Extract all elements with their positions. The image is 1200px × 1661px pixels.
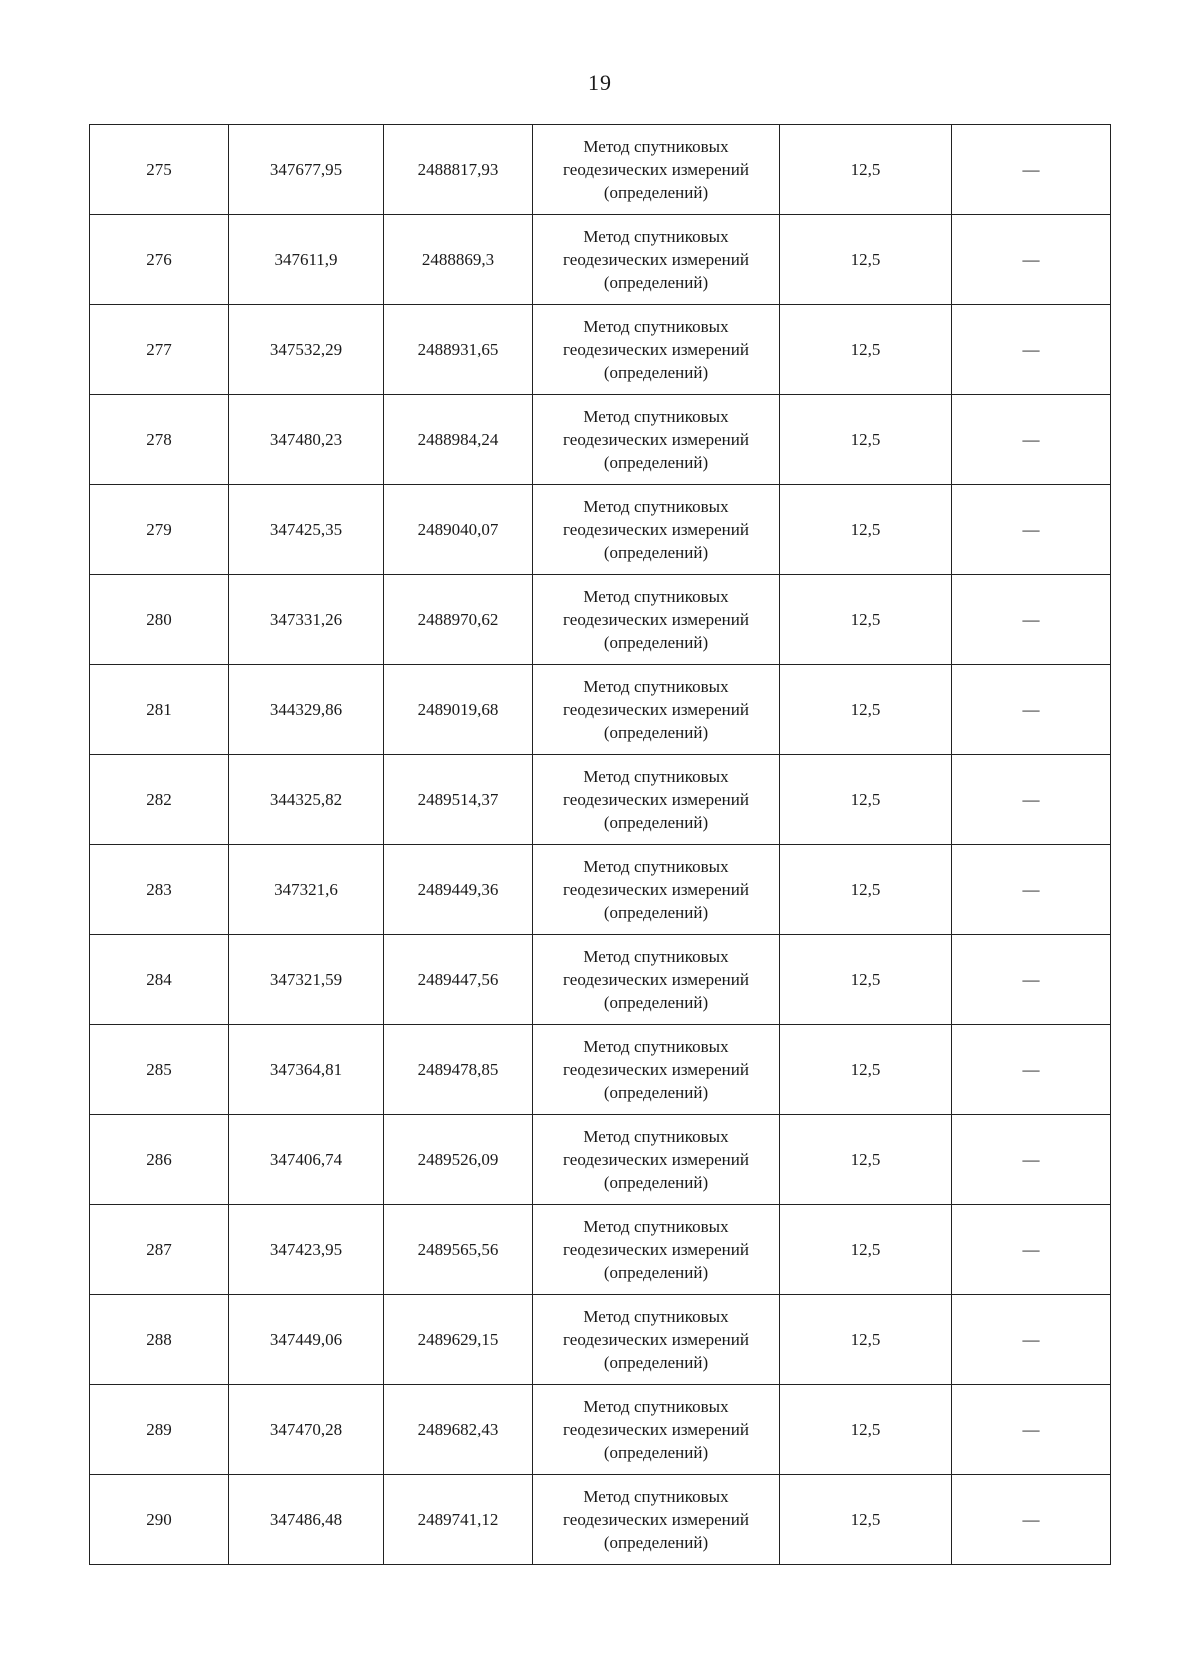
method-text-line: геодезических измерений	[563, 880, 749, 899]
method-text-line: Метод спутниковых	[583, 227, 729, 246]
method-text-line: (определений)	[603, 1083, 709, 1102]
point-number-cell: 286	[90, 1115, 229, 1205]
table-row	[90, 665, 1111, 755]
coordinate-x-cell: 344329,86	[229, 665, 384, 755]
method-text-line: Метод спутниковых	[583, 497, 729, 516]
table-row	[90, 935, 1111, 1025]
method-cell	[533, 1205, 780, 1295]
method-text-line: геодезических измерений	[563, 250, 749, 269]
accuracy-cell: 12,5	[780, 485, 952, 575]
method-cell	[533, 1115, 780, 1205]
accuracy-cell: 12,5	[780, 395, 952, 485]
empty-value-dash-cell: —	[952, 935, 1111, 1025]
accuracy-cell: 12,5	[780, 125, 952, 215]
method-cell	[533, 125, 780, 215]
coordinate-y-cell: 2489478,85	[384, 1025, 533, 1115]
coordinate-x-cell: 347321,59	[229, 935, 384, 1025]
coordinate-y-cell: 2488817,93	[384, 125, 533, 215]
point-number-cell: 277	[90, 305, 229, 395]
method-text-line: Метод спутниковых	[583, 1217, 729, 1236]
coordinate-y-cell: 2489449,36	[384, 845, 533, 935]
method-text-line: (определений)	[603, 543, 709, 562]
method-text-line: (определений)	[603, 723, 709, 742]
accuracy-cell: 12,5	[780, 575, 952, 665]
method-text-line: (определений)	[603, 1443, 709, 1462]
empty-value-dash-cell: —	[952, 395, 1111, 485]
method-text-line: Метод спутниковых	[583, 677, 729, 696]
table-row	[90, 305, 1111, 395]
method-text-line: (определений)	[603, 183, 709, 202]
coordinate-x-cell: 347321,6	[229, 845, 384, 935]
table-row	[90, 395, 1111, 485]
accuracy-cell: 12,5	[780, 1475, 952, 1565]
accuracy-cell: 12,5	[780, 305, 952, 395]
coordinate-x-cell: 347480,23	[229, 395, 384, 485]
coordinate-x-cell: 347486,48	[229, 1475, 384, 1565]
table-row	[90, 215, 1111, 305]
method-text-line: (определений)	[603, 1533, 709, 1552]
method-text-line: геодезических измерений	[563, 970, 749, 989]
method-text-line: Метод спутниковых	[583, 857, 729, 876]
accuracy-cell: 12,5	[780, 1205, 952, 1295]
method-text-line: (определений)	[603, 1353, 709, 1372]
method-text-line: геодезических измерений	[563, 1060, 749, 1079]
empty-value-dash-cell: —	[952, 575, 1111, 665]
empty-value-dash-cell: —	[952, 845, 1111, 935]
coordinate-x-cell: 344325,82	[229, 755, 384, 845]
method-text-line: (определений)	[603, 1173, 709, 1192]
method-text-line: геодезических измерений	[563, 520, 749, 539]
coordinate-x-cell: 347532,29	[229, 305, 384, 395]
point-number-cell: 285	[90, 1025, 229, 1115]
empty-value-dash-cell: —	[952, 125, 1111, 215]
empty-value-dash-cell: —	[952, 1295, 1111, 1385]
method-text-line: Метод спутниковых	[583, 1037, 729, 1056]
method-text-line: геодезических измерений	[563, 1330, 749, 1349]
point-number-cell: 278	[90, 395, 229, 485]
empty-value-dash-cell: —	[952, 305, 1111, 395]
point-number-cell: 275	[90, 125, 229, 215]
accuracy-cell: 12,5	[780, 935, 952, 1025]
method-cell	[533, 575, 780, 665]
empty-value-dash-cell: —	[952, 1475, 1111, 1565]
point-number-cell: 283	[90, 845, 229, 935]
empty-value-dash-cell: —	[952, 485, 1111, 575]
table-row	[90, 845, 1111, 935]
method-text-line: геодезических измерений	[563, 1150, 749, 1169]
coordinate-y-cell: 2489565,56	[384, 1205, 533, 1295]
point-number-cell: 279	[90, 485, 229, 575]
table-row	[90, 575, 1111, 665]
method-text-line: (определений)	[603, 453, 709, 472]
method-text-line: геодезических измерений	[563, 430, 749, 449]
table-row	[90, 1385, 1111, 1475]
table-row	[90, 1475, 1111, 1565]
coordinate-y-cell: 2489019,68	[384, 665, 533, 755]
method-cell	[533, 305, 780, 395]
method-text-line: геодезических измерений	[563, 610, 749, 629]
method-text-line: Метод спутниковых	[583, 767, 729, 786]
method-text-line: геодезических измерений	[563, 1240, 749, 1259]
method-cell	[533, 485, 780, 575]
empty-value-dash-cell: —	[952, 1115, 1111, 1205]
method-text-line: (определений)	[603, 813, 709, 832]
method-text-line: геодезических измерений	[563, 160, 749, 179]
point-number-cell: 276	[90, 215, 229, 305]
method-text-line: Метод спутниковых	[583, 137, 729, 156]
method-text-line: (определений)	[603, 273, 709, 292]
point-number-cell: 290	[90, 1475, 229, 1565]
method-cell	[533, 935, 780, 1025]
empty-value-dash-cell: —	[952, 665, 1111, 755]
method-text-line: геодезических измерений	[563, 700, 749, 719]
table-row	[90, 1025, 1111, 1115]
point-number-cell: 280	[90, 575, 229, 665]
method-cell	[533, 1385, 780, 1475]
empty-value-dash-cell: —	[952, 215, 1111, 305]
accuracy-cell: 12,5	[780, 1295, 952, 1385]
method-cell	[533, 1295, 780, 1385]
method-cell	[533, 1475, 780, 1565]
coordinate-x-cell: 347423,95	[229, 1205, 384, 1295]
method-text-line: геодезических измерений	[563, 340, 749, 359]
empty-value-dash-cell: —	[952, 1025, 1111, 1115]
coordinate-x-cell: 347425,35	[229, 485, 384, 575]
point-number-cell: 287	[90, 1205, 229, 1295]
coordinate-x-cell: 347449,06	[229, 1295, 384, 1385]
empty-value-dash-cell: —	[952, 1385, 1111, 1475]
coordinate-y-cell: 2489514,37	[384, 755, 533, 845]
coordinate-x-cell: 347406,74	[229, 1115, 384, 1205]
method-text-line: Метод спутниковых	[583, 1397, 729, 1416]
method-text-line: (определений)	[603, 363, 709, 382]
table-row	[90, 1295, 1111, 1385]
method-text-line: (определений)	[603, 903, 709, 922]
coordinate-x-cell: 347677,95	[229, 125, 384, 215]
method-text-line: Метод спутниковых	[583, 1127, 729, 1146]
table-body	[90, 125, 1111, 1565]
method-text-line: (определений)	[603, 633, 709, 652]
method-cell	[533, 1025, 780, 1115]
method-text-line: геодезических измерений	[563, 1510, 749, 1529]
accuracy-cell: 12,5	[780, 1385, 952, 1475]
coordinate-y-cell: 2489040,07	[384, 485, 533, 575]
point-number-cell: 289	[90, 1385, 229, 1475]
method-text-line: геодезических измерений	[563, 1420, 749, 1439]
table-row	[90, 755, 1111, 845]
method-text-line: (определений)	[603, 1263, 709, 1282]
accuracy-cell: 12,5	[780, 215, 952, 305]
page-number: 19	[588, 70, 612, 95]
point-number-cell: 288	[90, 1295, 229, 1385]
coordinate-y-cell: 2488984,24	[384, 395, 533, 485]
coordinate-y-cell: 2489447,56	[384, 935, 533, 1025]
coordinate-x-cell: 347331,26	[229, 575, 384, 665]
point-number-cell: 281	[90, 665, 229, 755]
empty-value-dash-cell: —	[952, 755, 1111, 845]
coordinate-y-cell: 2488970,62	[384, 575, 533, 665]
coordinate-x-cell: 347364,81	[229, 1025, 384, 1115]
method-text-line: геодезических измерений	[563, 790, 749, 809]
coordinate-y-cell: 2489526,09	[384, 1115, 533, 1205]
point-number-cell: 284	[90, 935, 229, 1025]
accuracy-cell: 12,5	[780, 755, 952, 845]
method-text-line: Метод спутниковых	[583, 1487, 729, 1506]
coordinate-y-cell: 2488931,65	[384, 305, 533, 395]
accuracy-cell: 12,5	[780, 845, 952, 935]
accuracy-cell: 12,5	[780, 665, 952, 755]
accuracy-cell: 12,5	[780, 1025, 952, 1115]
method-text-line: Метод спутниковых	[583, 587, 729, 606]
coordinate-x-cell: 347611,9	[229, 215, 384, 305]
empty-value-dash-cell: —	[952, 1205, 1111, 1295]
coordinate-y-cell: 2488869,3	[384, 215, 533, 305]
method-cell	[533, 845, 780, 935]
table-row	[90, 1115, 1111, 1205]
coordinate-y-cell: 2489682,43	[384, 1385, 533, 1475]
coordinate-x-cell: 347470,28	[229, 1385, 384, 1475]
method-text-line: Метод спутниковых	[583, 1307, 729, 1326]
method-cell	[533, 755, 780, 845]
method-text-line: Метод спутниковых	[583, 947, 729, 966]
method-cell	[533, 395, 780, 485]
method-text-line: Метод спутниковых	[583, 407, 729, 426]
coordinates-table	[89, 124, 1111, 1565]
method-text-line: Метод спутниковых	[583, 317, 729, 336]
method-cell	[533, 665, 780, 755]
point-number-cell: 282	[90, 755, 229, 845]
table-row	[90, 125, 1111, 215]
coordinate-y-cell: 2489741,12	[384, 1475, 533, 1565]
accuracy-cell: 12,5	[780, 1115, 952, 1205]
method-cell	[533, 215, 780, 305]
table-row	[90, 1205, 1111, 1295]
coordinate-y-cell: 2489629,15	[384, 1295, 533, 1385]
table-row	[90, 485, 1111, 575]
method-text-line: (определений)	[603, 993, 709, 1012]
